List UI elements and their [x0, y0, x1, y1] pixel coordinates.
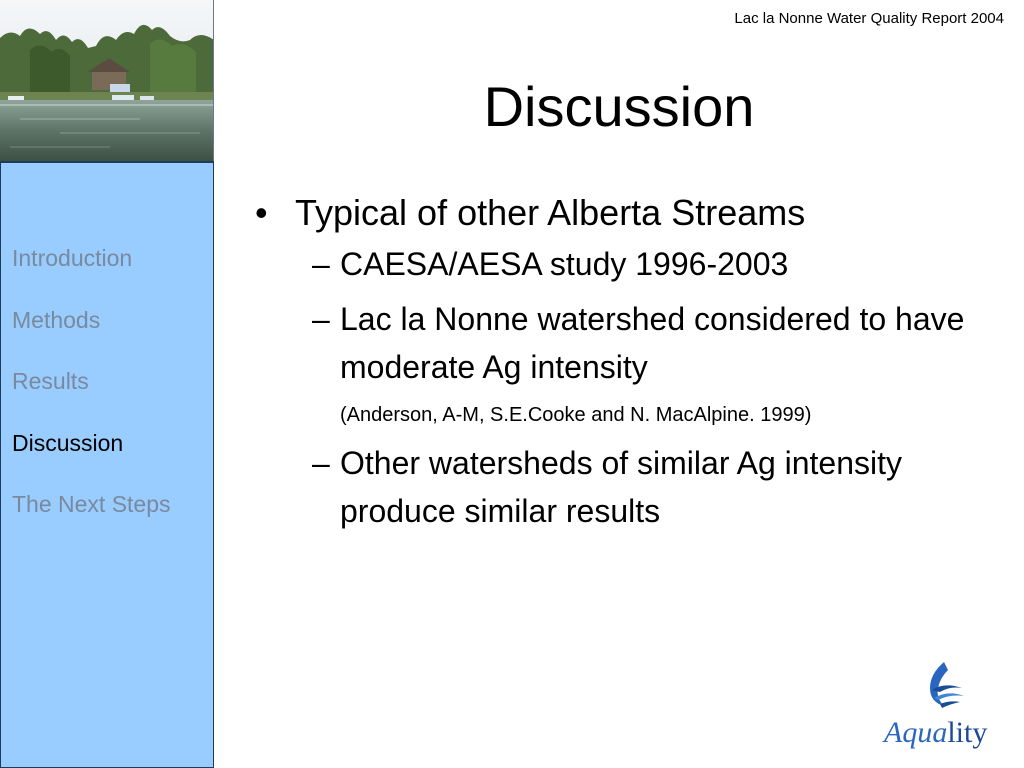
sidebar-item-results[interactable]: Results — [12, 368, 89, 394]
sidebar — [0, 161, 214, 768]
logo-text-italic: Aqua — [884, 716, 948, 749]
dash-marker: – — [312, 445, 330, 481]
dash-marker: – — [312, 301, 330, 337]
sub-item-text: CAESA/AESA study 1996-2003 — [340, 246, 789, 282]
sidebar-item-discussion[interactable]: Discussion — [12, 429, 124, 456]
bullet-text: Typical of other Alberta Streams — [295, 192, 806, 233]
sub-item — [255, 240, 975, 288]
slide-title: Discussion — [483, 75, 755, 138]
sub-item-text: Lac la Nonne watershed considered to have moderate Ag intensity — [340, 301, 965, 385]
bullet-marker: • — [255, 192, 268, 233]
report-title: Lac la Nonne Water Quality Report 2004 — [734, 10, 1004, 27]
slide-content — [255, 190, 975, 535]
sidebar-nav — [12, 243, 171, 551]
sub-item-text: Other watersheds of similar Ag intensity produce similar results — [340, 445, 903, 529]
sub-item — [255, 295, 975, 391]
lake-photo — [0, 0, 214, 161]
aquality-logo — [880, 660, 1010, 760]
bullet-item — [255, 190, 975, 236]
wave-icon — [922, 660, 966, 712]
logo-text-regular: lity — [947, 716, 988, 749]
sidebar-item-the-next-steps[interactable]: The Next Steps — [12, 491, 171, 517]
sub-item — [255, 439, 975, 535]
sidebar-item-introduction[interactable]: Introduction — [12, 245, 133, 271]
citation: (Anderson, A-M, S.E.Cooke and N. MacAlpine. 1999) — [340, 404, 812, 426]
dash-marker: – — [312, 246, 330, 282]
sidebar-item-methods[interactable]: Methods — [12, 306, 101, 333]
logo-text — [884, 716, 987, 750]
